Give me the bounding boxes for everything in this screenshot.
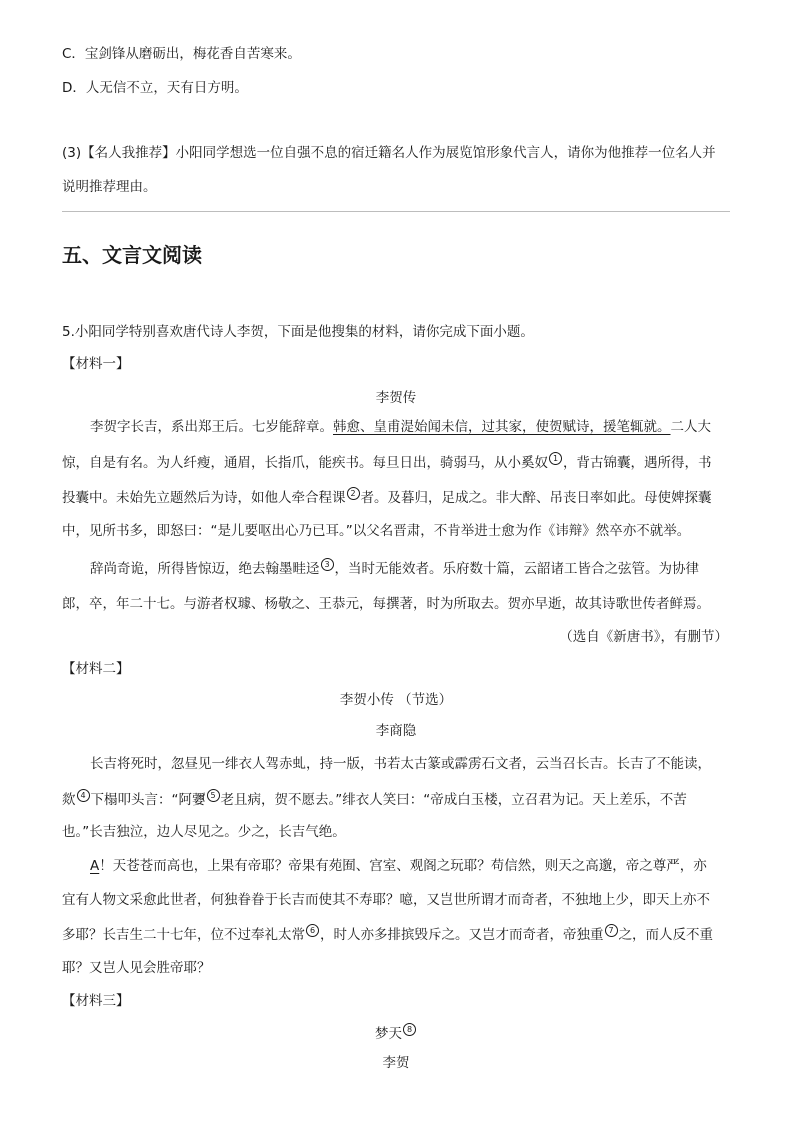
blank-a: A [90, 858, 100, 874]
question-3-line2: 说明推荐理由。 [62, 179, 157, 195]
material-2-line: 也。”长吉独泣，边人尽见之。少之，长吉气绝。 [62, 824, 346, 840]
question-3-line1: (3)【名人我推荐】小阳同学想选一位自强不息的宿迁籍名人作为展览馆形象代言人，请你为他推荐一位名人并 [62, 145, 716, 161]
footnote-marker: 7 [605, 924, 618, 937]
material-2-author: 李商隐 [375, 723, 417, 739]
material-2-line: 多耶？长吉生二十七年，位不过奉礼太常 6 ，时人亦多排摈毁斥之。又岂才而奇者，帝独重 7 之，而人反不重 [62, 926, 713, 943]
material-1-source: （选自《新唐书》，有删节） [559, 629, 728, 645]
material-1-line: 辞尚奇诡，所得皆惊迈，绝去翰墨畦迳 3 ，当时无能效者。乐府数十篇，云韶诸工皆合之弦管。为协律 [90, 560, 699, 577]
material-1-title: 李贺传 [375, 390, 417, 406]
material-2-title: 李贺小传 （节选） [339, 692, 453, 708]
material-1-line: 惊，自是有名。为人纤瘦，通眉，长指爪，能疾书。每旦日出，骑弱马，从小奚奴 1 ，背古锦囊，遇所得，书 [62, 454, 712, 471]
option-c: C．宝剑锋从磨砺出，梅花香自苦寒来。 [62, 46, 301, 62]
material-3-author: 李贺 [382, 1055, 410, 1071]
option-d: D．人无信不立，天有日方明。 [62, 80, 248, 96]
material-1-line: 中，见所书多，即怒曰：“是儿要呕出心乃已耳。”以父名晋肃，不肯举进士愈为作《讳辩》然卒亦不就举。 [62, 523, 691, 539]
material-1-line: 郎，卒，年二十七。与游者权璩、杨敬之、王恭元，每撰著，时为所取去。贺亦早逝，故其诗歌世传者鲜焉。 [62, 596, 710, 612]
section-title: 五、文言文阅读 [62, 243, 202, 267]
material-2-line: A！天苍苍而高也，上果有帝耶？帝果有苑囿、宫室、观阁之玩耶？苟信然，则天之高邈，帝之尊严，亦 [90, 858, 707, 874]
material-3-label: 【材料三】 [62, 993, 130, 1009]
section-divider [62, 211, 730, 212]
footnote-marker: 3 [321, 558, 334, 571]
footnote-marker: 6 [306, 924, 319, 937]
material-1-line: 投囊中。未始先立题然后为诗，如他人牵合程课 2 者。及暮归，足成之。非大醉、吊丧日率如此。母使婢探囊 [62, 489, 712, 506]
material-2-line: 宜有人物文采愈此世者，何独眷眷于长吉而使其不寿耶？噫，又岂世所谓才而奇者，不独地上少，即天上亦不 [62, 892, 710, 908]
footnote-marker: 2 [347, 487, 360, 500]
footnote-marker: 1 [549, 452, 562, 465]
question-5-intro: 5.小阳同学特别喜欢唐代诗人李贺，下面是他搜集的材料，请你完成下面小题。 [62, 324, 534, 340]
footnote-marker: 4 [77, 789, 90, 802]
underlined-sentence: 韩愈、皇甫湜始闻未信，过其家，使贺赋诗，援笔辄就。 [333, 419, 671, 435]
material-2-line: 长吉将死时，忽昼见一绯衣人驾赤虬，持一版，书若太古篆或霹雳石文者，云当召长吉。长吉了不能读， [90, 756, 711, 772]
material-3-title: 梦天 8 [0, 1023, 792, 1044]
footnote-marker: 8 [403, 1023, 416, 1036]
material-2-line: 欻 4 下榻叩头言：“阿㜷 5 老且病，贺不愿去。”绯衣人笑曰：“帝成白玉楼，立召君为记。天上差乐，不苦 [62, 791, 687, 808]
footnote-marker: 5 [207, 789, 220, 802]
material-1-line: 李贺字长吉，系出郑王后。七岁能辞章。韩愈、皇甫湜始闻未信，过其家，使贺赋诗，援笔辄就。二人大 [90, 419, 711, 435]
material-2-line: 耶？又岂人见会胜帝耶？ [62, 960, 211, 976]
material-1-label: 【材料一】 [62, 356, 130, 372]
material-2-label: 【材料二】 [62, 661, 130, 677]
